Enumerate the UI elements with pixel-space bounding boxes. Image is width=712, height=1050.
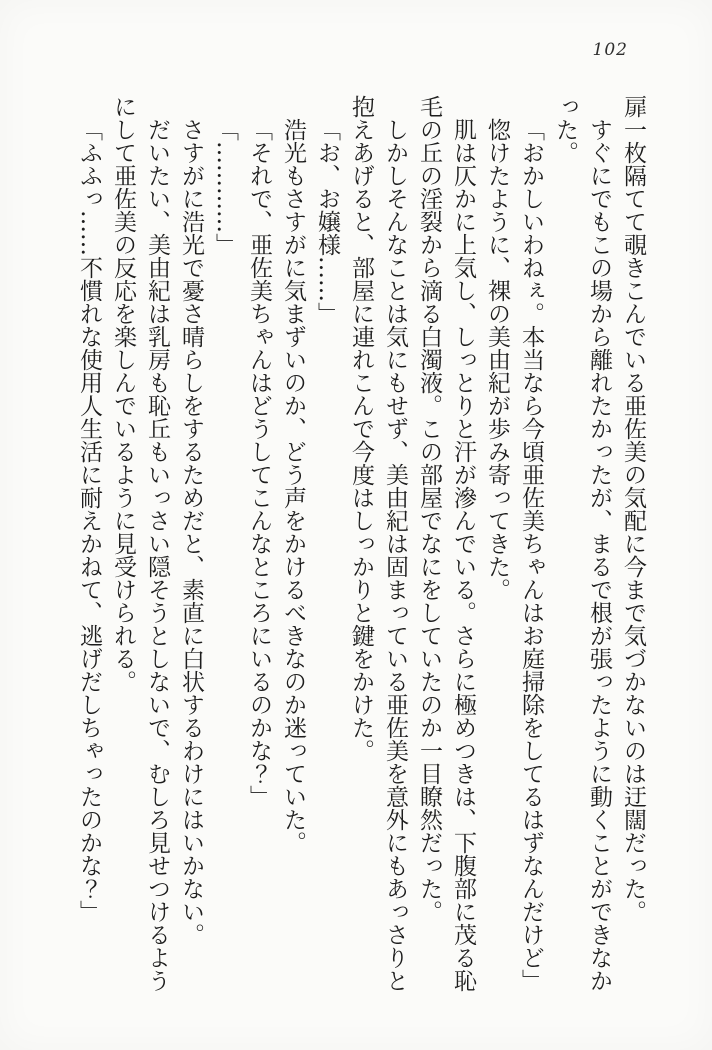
paragraph: 肌は仄かに上気し、しっとりと汗が滲んでいる。さらに極めつきは、下腹部に茂る恥毛の丘の淫裂から滴る白濁液。この部屋でなにをしていたのか一目瞭然だった。 (416, 95, 476, 992)
paragraph: 「…………」 (212, 118, 238, 256)
paragraph: 「それで、亜佐美ちゃんはどうしてこんなところにいるのかな？」 (246, 118, 272, 808)
paragraph: 「お、お嬢様……」 (314, 118, 340, 325)
paragraph: 惚けたように、裸の美由紀が歩み寄ってきた。 (484, 118, 510, 601)
paragraph: だいたい、美由紀は乳房も恥丘もいっさい隠そうとしないで、むしろ見せつけるようにして亜佐美の反応を楽しんでいるように見受けられる。 (110, 95, 170, 992)
paragraph: 扉一枚隔てて覗きこんでいる亜佐美の気配に今まで気づかないのは迂闊だった。 (620, 95, 646, 923)
paragraph: 浩光もさすがに気まずいのか、どう声をかけるべきなのか迷っていた。 (280, 118, 306, 854)
paragraph: すぐにでもこの場から離れたかったが、まるで根が張ったように動くことができなかった。 (552, 95, 612, 992)
paragraph: さすがに浩光で憂さ晴らしをするためだと、素直に白状するわけにはいかない。 (178, 118, 204, 946)
paragraph: しかしそんなことは気にもせず、美由紀は固まっている亜佐美を意外にもあっさりと抱えあげると、部屋に連れこんで今度はしっかりと鍵をかけた。 (348, 95, 408, 992)
paragraph: 「ふふっ……不慣れな使用人生活に耐えかねて、逃げだしちゃったのかな？」 (76, 118, 102, 923)
page-number: 102 (592, 40, 628, 60)
body-text (72, 95, 650, 995)
paragraph: 「おかしいわねぇ。本当なら今頃亜佐美ちゃんはお庭掃除をしてるはずなんだけど」 (518, 118, 544, 992)
